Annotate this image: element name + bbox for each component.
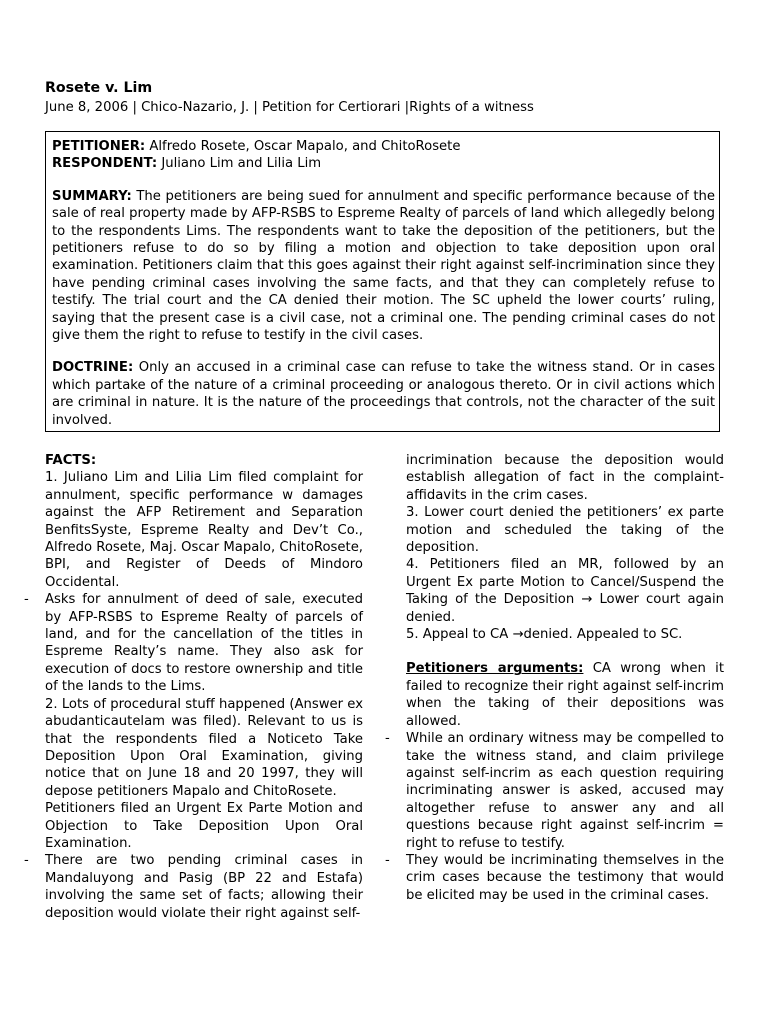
summary-text: The petitioners are being sued for annulment and specific performance because of the sale of real property made by AFP-RSBS to Espreme Realty of parcels of land which allegedly belong to the respondents Lims. The respondents want to take the deposition of the petitioners, but the petitioners refuse to do so by filing a motion and objection to take deposition upon oral examination. Petitioners claim that this goes against their right against self-incrimination since they have pending criminal cases involving the same facts, and that they can completely refuse to testify. The trial court and the CA denied their motion. The SC upheld the lower courts’ ruling, saying that the present case is a civil case, not a criminal one. The pending criminal cases do not give them the right to refuse to testify in the civil cases. [52, 188, 715, 344]
facts-item-1-bullet-text: Asks for annulment of deed of sale, executed by AFP-RSBS to Espreme Realty of parcels of land, and for the cancellation of the titles in Espreme Realty’s name. They also ask for execution of docs to restore ownership and title of the lands to the Lims. [45, 592, 363, 695]
respondent-label: RESPONDENT: [52, 156, 158, 172]
case-subtitle: June 8, 2006 | Chico-Nazario, J. | Petition for Certiorari |Rights of a witness [45, 100, 534, 115]
respondent-line [52, 155, 715, 172]
left-column [24, 452, 363, 922]
facts-item-2: 2. Lots of procedural stuff happened (Answer ex abudanticautelam was filed). Relevant to us is that the respondents filed a Noticeto Take Deposition Upon Oral Examination, giving notice that on June 18 and 20 1997, they will depose petitioners Mapalo and ChitoRosete. [45, 696, 363, 799]
facts-item-2-bullet [24, 852, 363, 922]
petitioner-label: PETITIONER: [52, 139, 146, 154]
facts-item-1-bullet [24, 591, 363, 695]
arguments-heading: Petitioners arguments: [406, 661, 584, 677]
bullet-dash: - [24, 592, 29, 608]
summary-label: SUMMARY: [52, 188, 132, 204]
facts-item-2-bullet-text: There are two pending criminal cases in Mandaluyong and Pasig (BP 22 and Estafa) involving the same set of facts; allowing their deposition would violate their right against self- [45, 853, 363, 921]
arguments-bullet-1-text: While an ordinary witness may be compelled to take the witness stand, and claim privilege against self-incrim as each question requiring incriminating answer is asked, accused may altogether refuse to answer any and all questions because right against self-incrim = right to refuse to testify. [406, 731, 724, 851]
summary-paragraph [52, 188, 715, 345]
bullet-dash: - [24, 853, 29, 869]
doctrine-text: Only an accused in a criminal case can refuse to take the witness stand. Or in cases which partake of the nature of a criminal proceeding or analogous thereto. Or in civil actions which are criminal in nature. It is the nature of the proceedings that controls, not the character of the suit involved. [52, 360, 715, 428]
facts-heading-text: FACTS: [45, 453, 97, 468]
petitioner-value: Alfredo Rosete, Oscar Mapalo, and ChitoRosete [145, 139, 461, 154]
arguments-bullet-2 [385, 852, 724, 904]
facts-heading [45, 452, 363, 469]
summary-box [45, 131, 720, 432]
doctrine-paragraph [52, 359, 715, 429]
arguments-bullet-2-text: They would be incriminating themselves in the crim cases because the testimony that would be elicited may be used in the criminal cases. [406, 852, 724, 903]
facts-item-3: 3. Lower court denied the petitioners’ ex parte motion and scheduled the taking of the deposition. [406, 505, 724, 556]
right-column [385, 452, 724, 904]
bullet-dash: - [385, 852, 390, 868]
facts-item-4: 4. Petitioners filed an MR, followed by an Urgent Ex parte Motion to Cancel/Suspend the Taking of the Deposition → Lower court again denied. [406, 557, 724, 625]
facts-item-5: 5. Appeal to CA →denied. Appealed to SC. [406, 627, 683, 643]
bullet-dash: - [385, 731, 390, 747]
arguments-intro-text: CA wrong when it failed to recognize their right against self-incrim when the taking of their depositions was allowed. [406, 661, 724, 729]
arguments-bullet-1 [385, 730, 724, 852]
respondent-value: Juliano Lim and Lilia Lim [157, 156, 322, 172]
facts-item-2-bullet-cont: incrimination because the deposition would establish allegation of fact in the complaint-affidavits in the crim cases. [406, 453, 724, 503]
facts-item-1: 1. Juliano Lim and Lilia Lim filed complaint for annulment, specific performance w damages against the AFP Retirement and Separation BenfitsSyste, Espreme Realty and Dev’t Co., Alfredo Rosete, Maj. Oscar Mapalo, ChitoRosete, BPI, and Register of Deeds of Mindoro Occidental. [45, 470, 363, 590]
arguments-intro [406, 660, 724, 730]
case-title: Rosete v. Lim [45, 80, 153, 96]
petitioner-line [52, 138, 715, 155]
doctrine-label: DOCTRINE: [52, 360, 134, 376]
facts-item-2-cont: Petitioners filed an Urgent Ex Parte Motion and Objection to Take Deposition Upon Oral Examination. [45, 801, 363, 851]
